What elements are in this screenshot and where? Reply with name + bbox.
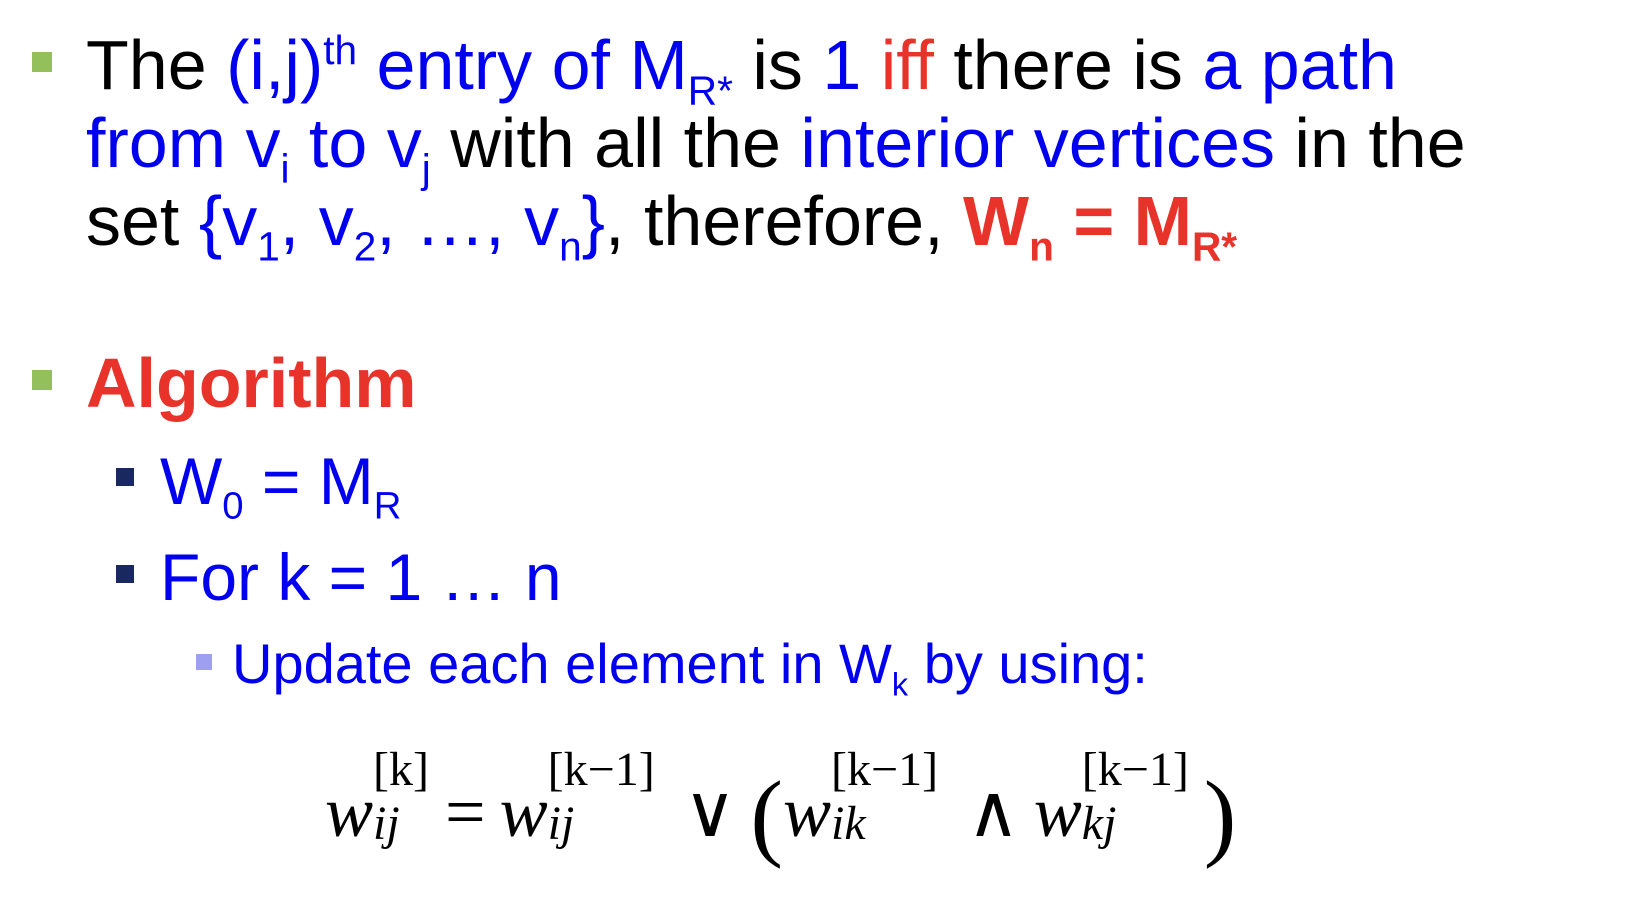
text-therefore: , therefore, xyxy=(605,182,964,260)
update-instruction: Update each element in $W_k$ by using: xyxy=(232,632,1148,703)
right-paren: ) xyxy=(1203,762,1237,870)
text-with-all: with all the xyxy=(430,104,801,182)
text-there-is: there is xyxy=(933,26,1203,104)
text-a-path: a path xyxy=(1202,26,1397,104)
text-is: is xyxy=(732,26,823,104)
lhs-subscript: ij xyxy=(373,797,400,850)
text-in-the: in the xyxy=(1274,104,1466,182)
text-the: The xyxy=(86,26,227,104)
wn-equals-mrstar: $W_n = M_{R*}$ xyxy=(963,182,1238,270)
lhs-superscript: [k] xyxy=(373,743,429,796)
w0-equals-mr: $W_0 = M_R$ xyxy=(160,444,402,528)
text-one: 1 xyxy=(822,26,881,104)
and-operator: ∧ xyxy=(967,772,1020,852)
bullet-marker-green xyxy=(32,52,52,72)
prev-ij-scripts: [k−1] ij xyxy=(547,743,655,850)
equals-sign: = xyxy=(445,772,486,852)
bullet-marker-navy xyxy=(116,565,134,583)
w-prev-kj: w xyxy=(1033,772,1082,852)
prev-kj-scripts: [k−1] kj xyxy=(1081,743,1189,850)
text-iff: iff xyxy=(880,26,934,104)
prev-ik-scripts: [k−1] ik xyxy=(831,743,939,850)
lhs-scripts xyxy=(373,743,431,850)
bullet-marker-green xyxy=(32,370,52,390)
w-lhs: w xyxy=(325,772,374,852)
text-interior-vertices: interior vertices xyxy=(800,104,1275,182)
w-prev-ij: w xyxy=(499,772,548,852)
statement-line-3 xyxy=(86,182,1238,270)
for-loop-line: For k = 1 … n xyxy=(160,540,562,614)
bullet-marker-lavender xyxy=(196,654,212,670)
text-set: set xyxy=(86,182,199,260)
path-from-to: from $v_i$ to $v_j$ xyxy=(86,104,431,192)
statement-line-2 xyxy=(86,104,1466,192)
left-paren: ( xyxy=(750,762,784,870)
warshall-update-formula xyxy=(325,743,1237,872)
ij-entry: $(i,j)^{th}$ entry of $M_{R*}$ xyxy=(226,26,733,114)
or-operator: ∨ xyxy=(683,772,737,852)
statement-line-1 xyxy=(86,26,1397,114)
w-prev-ik: w xyxy=(783,772,832,852)
algorithm-heading: Algorithm xyxy=(86,344,417,422)
vertex-set: {$v_1$, $v_2$, …, $v_n$} xyxy=(198,182,606,270)
bullet-marker-navy xyxy=(116,468,134,486)
